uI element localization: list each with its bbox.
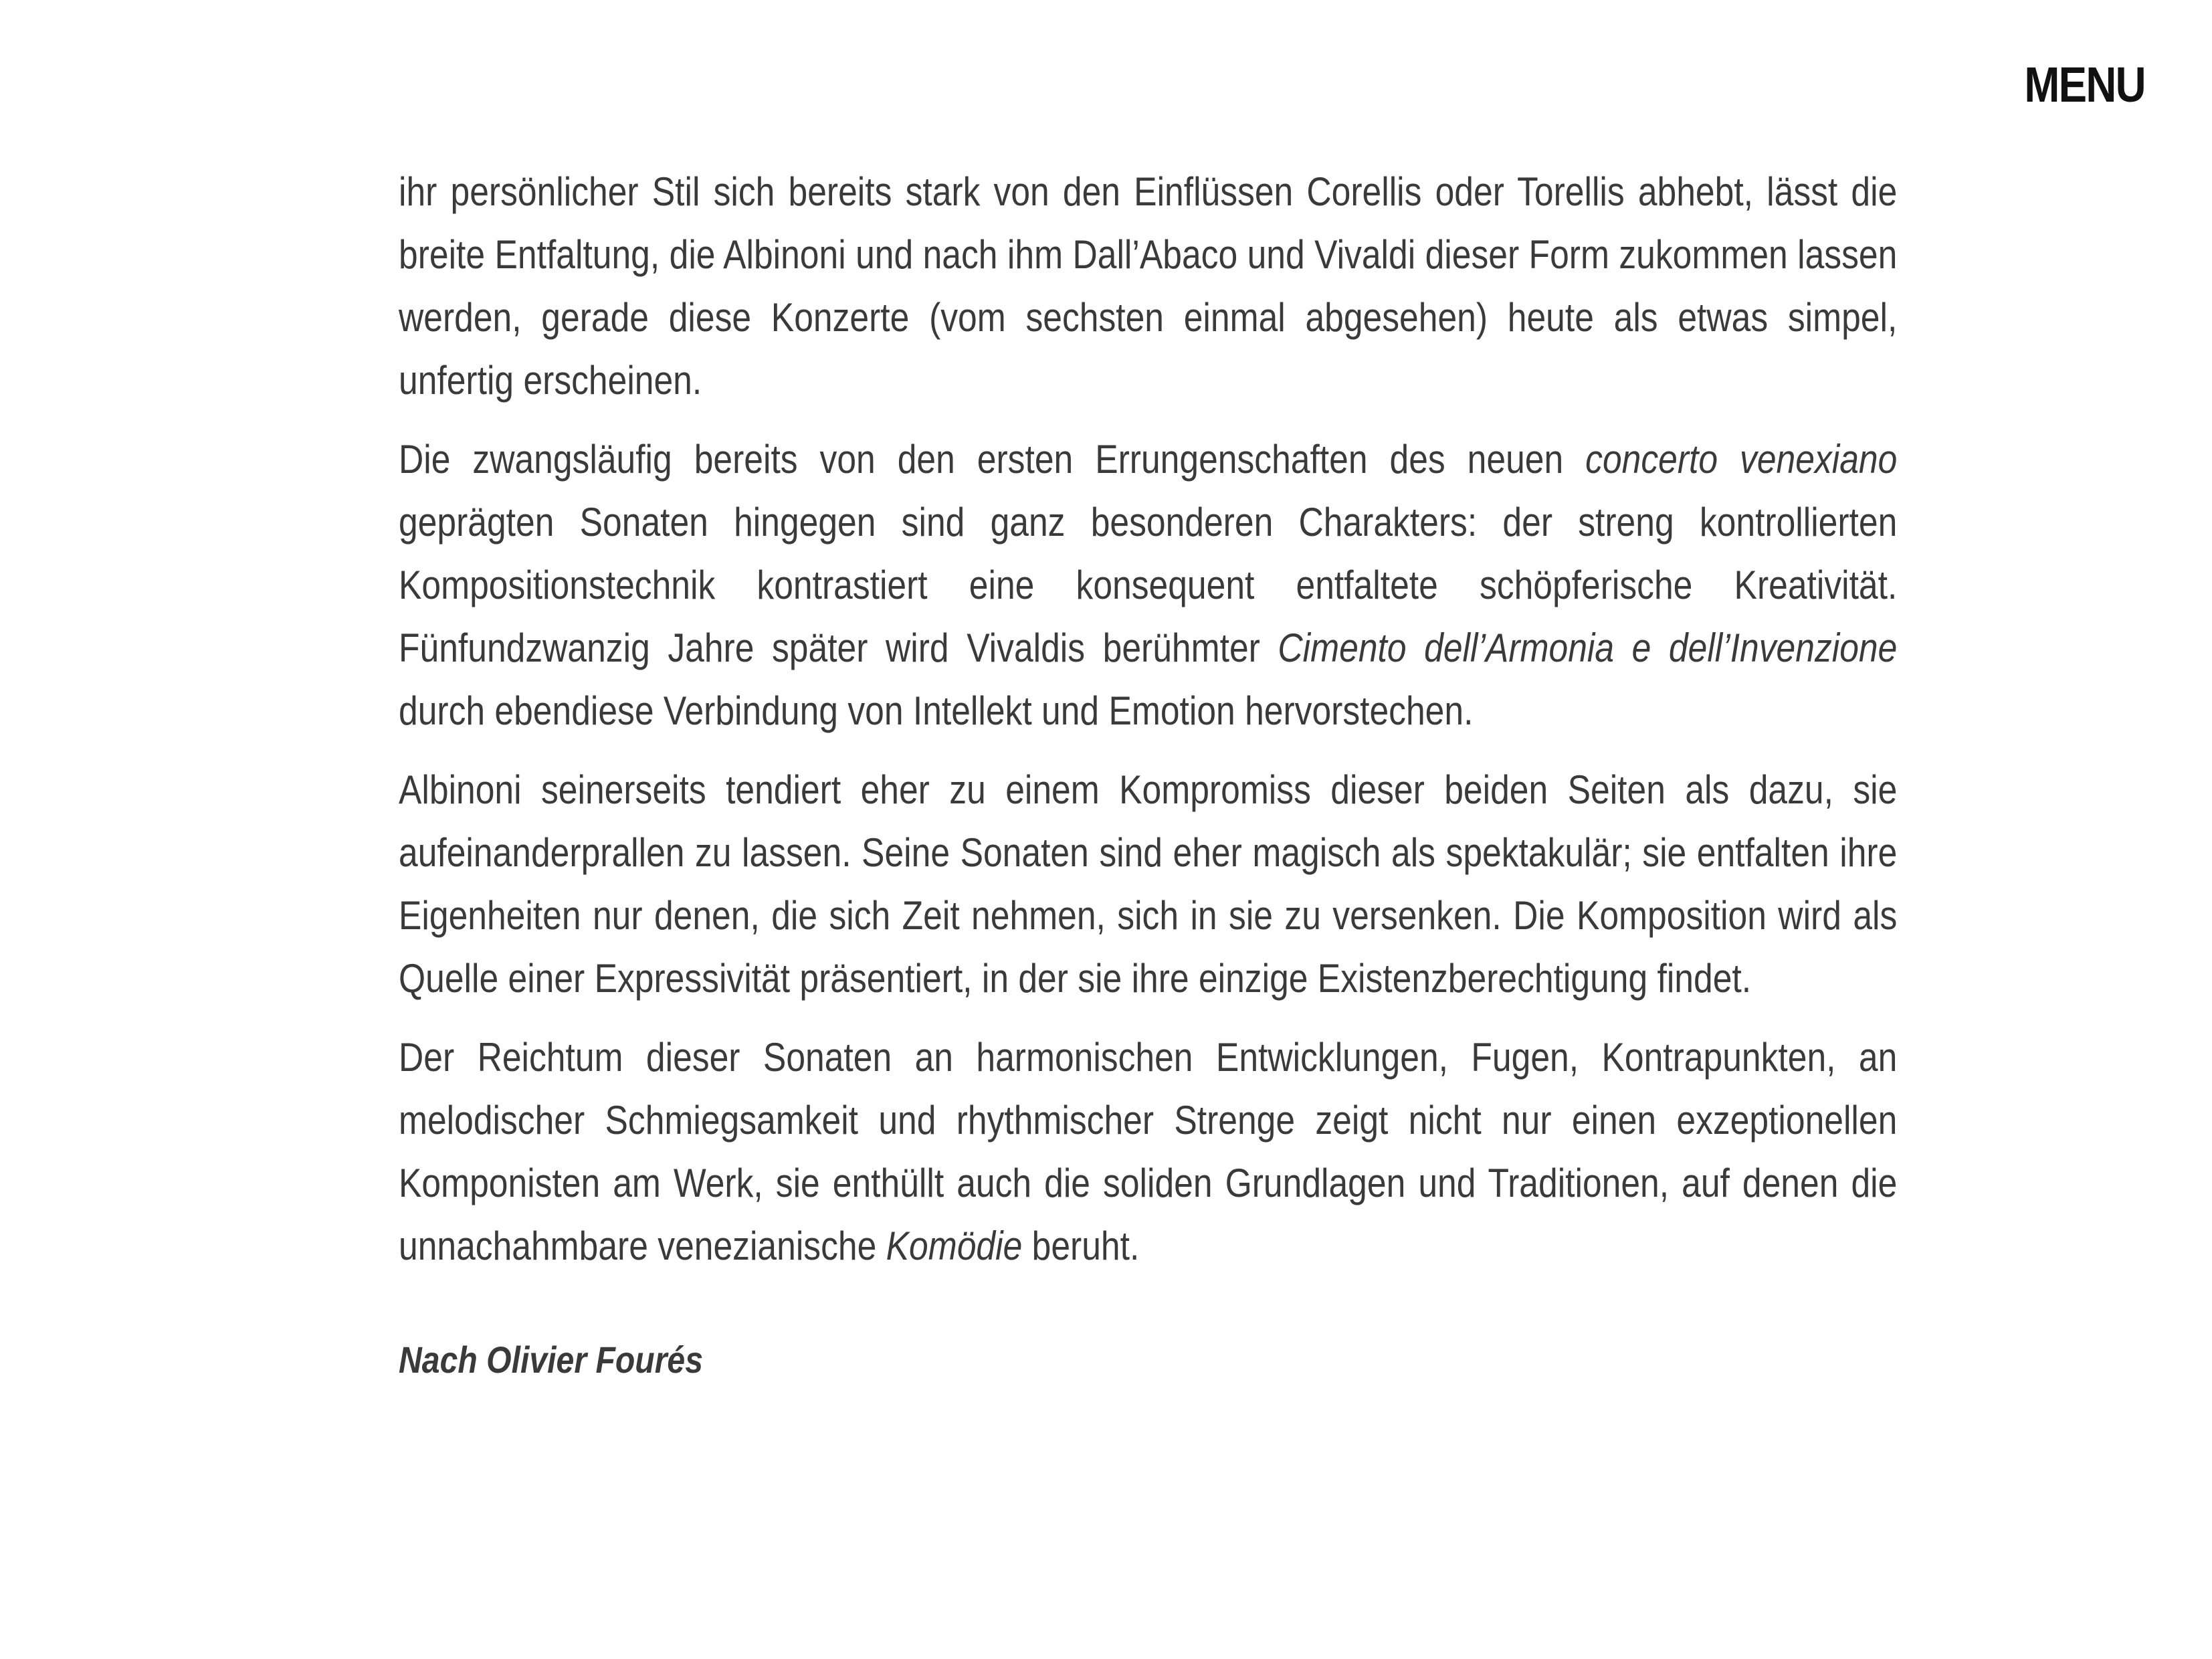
paragraph-4-text-1: Der Reichtum dieser Sonaten an harmonischen Entwicklungen, Fugen, Kontrapunkten, an melodischer Schmiegsamkeit und rhythmischer Strenge zeigt nicht nur einen exzeptionellen Komponisten am Werk, sie enthüllt auch die soliden Grundlagen und Traditionen, auf denen die unnachahmbare venezianische — [399, 1035, 1898, 1268]
paragraph-4 — [399, 1026, 1897, 1278]
paragraph-2-text-3: durch ebendiese Verbindung von Intellekt und Emotion hervorstechen. — [399, 688, 1474, 733]
paragraph-4-italic-1: Komödie — [886, 1224, 1023, 1268]
menu-button[interactable]: MENU — [2024, 57, 2145, 112]
paragraph-3: Albinoni seinerseits tendiert eher zu einem Kompromiss dieser beiden Seiten als dazu, sie aufeinanderprallen zu lassen. Seine Sonaten sind eher magisch als spektakulär; sie entfalten ihre Eigenheiten nur denen, die sich Zeit nehmen, sich in sie zu versenken. Die Komposition wird als Quelle einer Expressivität präsentiert, in der sie ihre einzige Existenzberechtigung findet. — [399, 767, 1898, 1001]
article — [399, 161, 1897, 1383]
paragraph-2-text-2: geprägten Sonaten hingegen sind ganz besonderen Charakters: der streng kontrollierten Kompositionstechnik kontrastiert eine konsequent entfaltete schöpferische Kreativität. Fünfundzwanzig Jahre später wird Vivaldis berühmter — [399, 500, 1898, 670]
paragraph-2-italic-2: Cimento dell’Armonia e dell’Invenzione — [1278, 625, 1898, 670]
author-credit: Nach Olivier Fourés — [399, 1339, 704, 1381]
paragraph-2-italic-1: concerto venexiano — [1585, 437, 1898, 482]
paragraph-1: ihr persönlicher Stil sich bereits stark von den Einflüssen Corellis oder Torellis abhebt, lässt die breite Entfaltung, die Albinoni und nach ihm Dall’Abaco und Vivaldi dieser Form zukommen lassen werden, gerade diese Konzerte (vom sechsten einmal abgesehen) heute als etwas simpel, unfertig erscheinen. — [399, 169, 1898, 403]
paragraph-2 — [399, 428, 1897, 743]
article-body — [399, 161, 1897, 1383]
paragraph-2-text-1: Die zwangsläufig bereits von den ersten Errungenschaften des neuen — [399, 437, 1586, 482]
paragraph-4-text-2: beruht. — [1022, 1224, 1140, 1268]
